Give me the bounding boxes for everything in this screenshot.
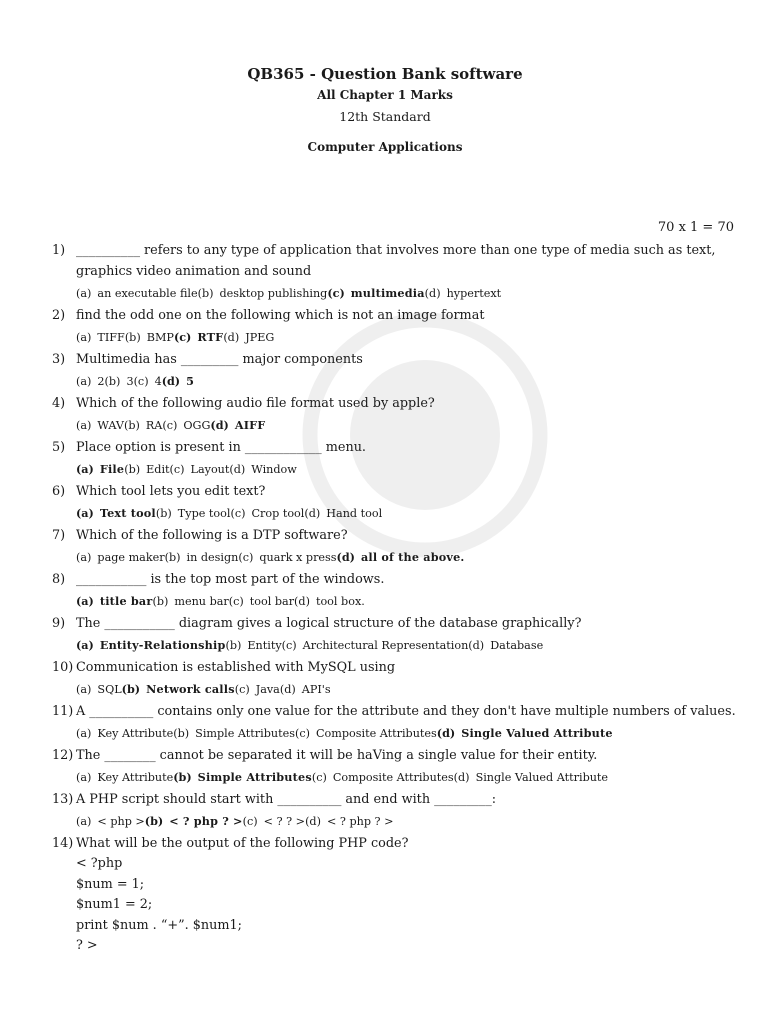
question-item [52,701,742,745]
option-label: (c) [230,507,246,520]
option [125,331,174,344]
option-label: (d) [424,287,441,300]
question-text: Multimedia has _________ major components [76,352,363,367]
option-text: Java [255,683,280,696]
option-text: RA [145,419,163,432]
question-line [52,657,742,678]
option [230,507,304,520]
question-item [52,393,742,437]
question-number: 12) [52,748,74,763]
option-text: Simple Attributes [197,770,312,784]
option-label: (c) [238,551,254,564]
option-text: Simple Attributes [195,727,295,740]
option-text: API's [301,683,331,696]
question-text: find the odd one on the following which is not an image format [76,308,485,323]
correct-option [174,330,223,344]
option-label: (c) [173,330,192,344]
question-item [52,745,742,789]
option-label: (b) [144,814,164,828]
question-line [52,305,742,326]
option [76,683,122,696]
option [76,815,145,828]
option-text: 5 [186,374,195,388]
option [105,375,134,388]
correct-option [437,726,613,740]
option-text: Single Valued Attribute [475,771,609,784]
question-number: 3) [52,352,66,367]
option [152,595,228,608]
option-text: Window [251,463,297,476]
option-text: Composite Attributes [332,771,454,784]
option-text: Architectural Representation [302,639,469,652]
option [134,375,162,388]
question-number: 7) [52,528,66,543]
option-text: 3 [126,375,134,388]
options-row [52,546,742,569]
question-item [52,349,742,393]
question-item [52,525,742,569]
option-text: in design [186,551,239,564]
option-text: WAV [97,419,124,432]
option-label: (a) [76,375,92,388]
options-row [52,282,742,305]
option [235,683,280,696]
question-item [52,569,742,613]
option [165,551,239,564]
question-line [52,745,742,766]
standard-label: 12th Standard [339,109,431,124]
option-text: tool bar [249,595,295,608]
paper-subtitle: All Chapter 1 Marks [317,88,453,102]
question-number: 11) [52,704,74,719]
option-label: (c) [133,375,149,388]
option-label: (b) [173,727,190,740]
question-item [52,833,742,957]
option-label: (d) [294,595,310,608]
question-number: 4) [52,396,66,411]
option-text: OGG [183,419,211,432]
option-text: 4 [154,375,162,388]
option-text: TIFF [97,331,125,344]
options-row [52,502,742,525]
question-text: Which tool lets you edit text? [76,484,266,499]
option-text: Network calls [146,682,235,696]
question-text: A __________ contains only one value for the attribute and they don't have multiple numbers of values. [76,704,736,719]
option-label: (d) [336,550,355,564]
option-label: (b) [104,375,121,388]
option-text: Hand tool [326,507,383,520]
option-text: < ? ? > [263,815,306,828]
options-row [52,414,742,437]
question-number: 13) [52,792,74,807]
option-label: (c) [169,463,185,476]
question-number: 9) [52,616,66,631]
question-line [52,240,742,282]
options-row [52,810,742,833]
code-line: $num = 1; [76,876,145,892]
option-text: Entity-Relationship [99,638,226,652]
option-text: menu bar [174,595,229,608]
option [76,551,165,564]
option-text: all of the above. [360,550,465,564]
question-list [52,240,742,957]
paper-header [0,63,770,158]
correct-option [337,550,465,564]
question-item [52,613,742,657]
option [162,419,210,432]
option [425,287,501,300]
option-label: (b) [155,507,172,520]
option-label: (a) [76,287,92,300]
option-label: (d) [223,331,240,344]
option-text: hypertext [446,287,502,300]
option-text: Layout [190,463,230,476]
options-row [52,370,742,393]
question-item [52,789,742,833]
option-text: an executable file [97,287,198,300]
option-text: File [99,462,125,476]
option-label: (b) [173,770,192,784]
code-line: print $num . “+”. $num1; [76,917,242,933]
option-text: Entity [247,639,282,652]
options-row [52,766,742,789]
question-number: 5) [52,440,66,455]
question-text: Which of the following audio file format used by apple? [76,396,435,411]
question-item [52,437,742,481]
option [468,639,543,652]
question-number: 6) [52,484,66,499]
question-number: 10) [52,660,74,675]
option-label: (a) [76,771,92,784]
correct-option [122,682,235,696]
option-text: multimedia [350,286,425,300]
correct-option [210,418,265,432]
option [295,727,437,740]
correct-option [173,770,312,784]
option-label: (c) [162,419,178,432]
question-text: Communication is established with MySQL using [76,660,396,675]
question-line [52,437,742,458]
option [280,683,331,696]
option [76,419,124,432]
options-row [52,722,742,745]
option [229,595,294,608]
option-label: (d) [436,726,456,740]
option-text: 2 [97,375,105,388]
option-text: Edit [146,463,170,476]
option-label: (d) [304,507,321,520]
code-line: $num1 = 2; [76,897,153,912]
option [76,331,125,344]
question-line [52,569,742,590]
option-label: (b) [124,331,141,344]
option-label: (c) [234,683,250,696]
option [225,639,281,652]
question-text: The ___________ diagram gives a logical structure of the database graphically? [76,616,582,631]
question-number: 14) [52,836,74,851]
paper-title: QB365 - Question Bank software [247,65,523,83]
option-text: < php > [97,815,145,828]
option [282,639,469,652]
options-row [52,590,742,613]
question-number: 1) [52,243,66,258]
option-label: (a) [76,462,94,476]
correct-option [145,814,243,828]
code-line: ? > [76,938,98,953]
option [124,419,162,432]
option-text: Key Attribute [97,771,174,784]
option-label: (d) [229,463,246,476]
option-label: (c) [294,727,310,740]
option-text: desktop publishing [219,287,328,300]
correct-option [76,594,152,608]
question-line [52,525,742,546]
option-label: (b) [121,682,141,696]
option-label: (a) [76,815,92,828]
option-label: (a) [76,683,92,696]
option [173,727,295,740]
correct-option [327,286,424,300]
option-text: Single Valued Attribute [461,726,613,740]
option-label: (d) [468,639,485,652]
correct-option [76,638,225,652]
question-number: 2) [52,308,66,323]
option-text: tool box. [315,595,365,608]
option [305,815,393,828]
question-text: A PHP script should start with __________ and end with _________: [76,792,497,807]
option-label: (d) [161,374,181,388]
option [229,463,296,476]
option-label: (c) [242,815,258,828]
options-row [52,458,742,481]
question-item [52,240,742,305]
option-label: (b) [124,463,141,476]
question-line [52,789,742,810]
option [124,463,169,476]
question-item [52,305,742,349]
question-item [52,481,742,525]
option-text: Key Attribute [97,727,174,740]
option-text: Text tool [99,506,156,520]
option-text: Crop tool [251,507,305,520]
option [76,287,198,300]
option-label: (d) [453,771,470,784]
code-line: < ?php [76,856,123,871]
option-text: page maker [97,551,165,564]
option-label: (b) [123,419,140,432]
option-label: (d) [210,418,229,432]
option [76,727,173,740]
option-label: (a) [76,594,94,608]
option [76,375,105,388]
options-row [52,678,742,701]
question-text: __________ refers to any type of application that involves more than one type of media such as text, graphics video animation and sound [76,243,716,279]
option-text: AIFF [234,418,266,432]
option [223,331,274,344]
option [76,771,173,784]
subject-label: Computer Applications [307,140,463,154]
option-label: (b) [164,551,181,564]
question-number: 8) [52,572,66,587]
code-block [52,854,742,957]
question-line [52,701,742,722]
question-line [52,393,742,414]
option-label: (d) [279,683,296,696]
option-label: (a) [76,551,92,564]
option-label: (a) [76,331,92,344]
question-line [52,481,742,502]
options-row [52,326,742,349]
option-label: (a) [76,727,92,740]
total-marks: 70 x 1 = 70 [657,220,734,235]
option [238,551,336,564]
question-item [52,657,742,701]
question-text: The ________ cannot be separated it will be haVing a single value for their entity. [76,748,598,763]
question-text: ___________ is the top most part of the windows. [76,572,385,587]
option-text: Type tool [177,507,231,520]
options-row [52,634,742,657]
option [294,595,365,608]
option-text: < ? php ? > [169,814,243,828]
correct-option [162,374,194,388]
option-label: (a) [76,638,94,652]
option-label: (a) [76,506,94,520]
option-label: (b) [225,639,242,652]
option-text: Composite Attributes [315,727,437,740]
option-label: (c) [311,771,327,784]
option [156,507,231,520]
option-label: (b) [152,595,169,608]
option-text: quark x press [259,551,337,564]
option-text: title bar [99,594,153,608]
option-label: (d) [305,815,321,828]
question-text: Place option is present in ____________ menu. [76,440,366,455]
option-label: (c) [327,286,345,300]
option [312,771,454,784]
correct-option [76,506,156,520]
option-label: (a) [76,419,92,432]
option-text: SQL [97,683,122,696]
correct-option [76,462,124,476]
option-text: RTF [197,330,224,344]
option [454,771,608,784]
option-text: BMP [146,331,174,344]
option [170,463,230,476]
option-label: (b) [197,287,214,300]
option-text: Database [490,639,544,652]
option-text: < ? php ? > [326,815,394,828]
option-label: (c) [281,639,297,652]
option [304,507,382,520]
option [198,287,328,300]
question-text: What will be the output of the following PHP code? [76,836,409,851]
question-text: Which of the following is a DTP software? [76,528,348,543]
option-label: (c) [228,595,244,608]
option-text: JPEG [245,331,275,344]
question-line [52,349,742,370]
question-line [52,613,742,634]
option [243,815,305,828]
question-line [52,833,742,854]
